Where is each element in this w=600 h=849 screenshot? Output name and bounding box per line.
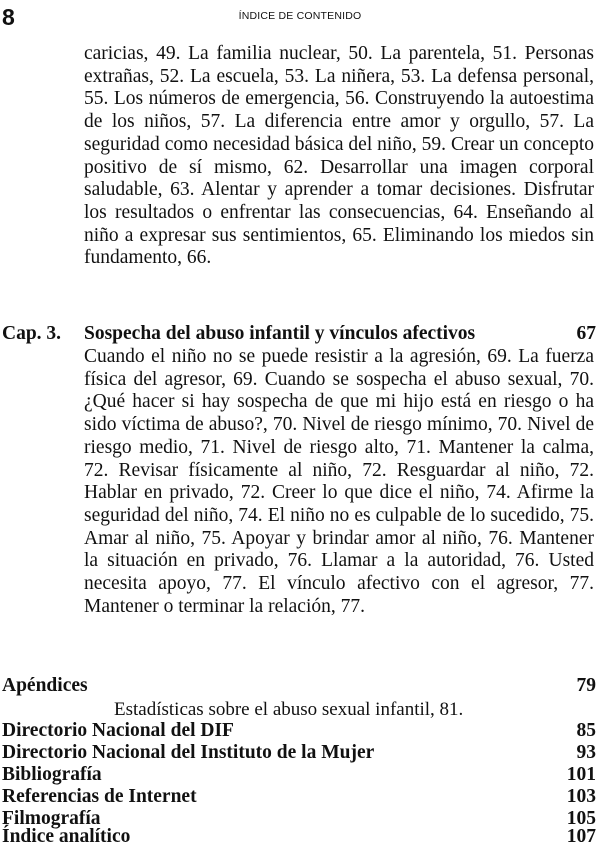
- toc-entry-title: Directorio Nacional del Instituto de la Mujer: [2, 742, 375, 763]
- toc-entry-page: 79: [576, 675, 596, 696]
- toc-entry-indice-analitico: [2, 826, 596, 848]
- toc-entry-page: 93: [576, 742, 596, 763]
- page-number: 8: [2, 4, 15, 30]
- toc-entry-title: Directorio Nacional del DIF: [2, 720, 234, 741]
- chapter3-label: Cap. 3.: [2, 323, 62, 344]
- toc-entry-referencias-internet: [2, 786, 596, 808]
- toc-entry-title: Índice analítico: [2, 826, 131, 847]
- toc-entry-bibliografia: [2, 764, 596, 786]
- toc-entry-title: Bibliografía: [2, 764, 102, 785]
- running-head: ÍNDICE DE CONTENIDO: [238, 10, 362, 22]
- chapter3-title: Sospecha del abuso infantil y vínculos afectivos: [84, 323, 476, 344]
- toc-entry-title: Filmografía: [2, 808, 101, 829]
- toc-sub-entry-estadisticas: Estadísticas sobre el abuso sexual infantil, 81.: [114, 699, 464, 720]
- chapter3-text: Cuando el niño no se puede resistir a la agresión, 69. La fuerza física del agresor, 69. Cuando se sospecha el abuso sexual, 70. ¿Qué hacer si hay sospecha de que mi hijo está en riesgo o ha sido víctima de abuso?, 70. Nivel de riesgo mínimo, 70. Nivel de riesgo medio, 71. Nivel de riesgo alto, 71. Mantener la calma, 72. Revisar físicamente al niño, 72. Resguardar al niño, 72. Hablar en privado, 72. Creer lo que dice el niño, 74. Afirme la seguridad del niño, 74. El niño no es culpable de lo sucedido, 75. Amar al niño, 75. Apoyar y brindar amor al niño, 76. Mantener la situación en privado, 76. Llamar a la autoridad, 76. Usted necesita apoyo, 77. El vínculo afectivo con el agresor, 77. Mantener o terminar la relación, 77.: [84, 346, 594, 617]
- toc-entry-directorio-dif: [2, 720, 596, 742]
- toc-entry-directorio-mujer: [2, 742, 596, 764]
- toc-entry-page: 103: [566, 786, 596, 807]
- toc-entry-page: 101: [566, 764, 596, 785]
- toc-entry-apendices: [2, 675, 596, 697]
- chapter3-page: 67: [576, 323, 596, 344]
- toc-entry-page: 105: [566, 808, 596, 829]
- page-header: [0, 4, 600, 30]
- toc-entry-title: Apéndices: [2, 675, 88, 696]
- chapter2-continuation-text: caricias, 49. La familia nuclear, 50. La parentela, 51. Personas extrañas, 52. La escuela, 53. La niñera, 53. La defensa personal, 55. Los números de emergencia, 56. Construyendo la autoestima de los niños, 57. La diferencia entre amor y orgullo, 57. La seguridad como necesidad básica del niño, 59. Crear un concepto positivo de sí mismo, 62. Desarrollar una imagen corporal saludable, 63. Alentar y aprender a tomar decisiones. Disfrutar los resultados o enfrentar las consecuencias, 64. Enseñando al niño a expresar sus sentimientos, 65. Eliminando los miedos sin fundamento, 66.: [84, 43, 594, 269]
- toc-entry-title: Referencias de Internet: [2, 786, 197, 807]
- toc-entry-page: 85: [576, 720, 596, 741]
- toc-entry-page: 107: [566, 826, 596, 847]
